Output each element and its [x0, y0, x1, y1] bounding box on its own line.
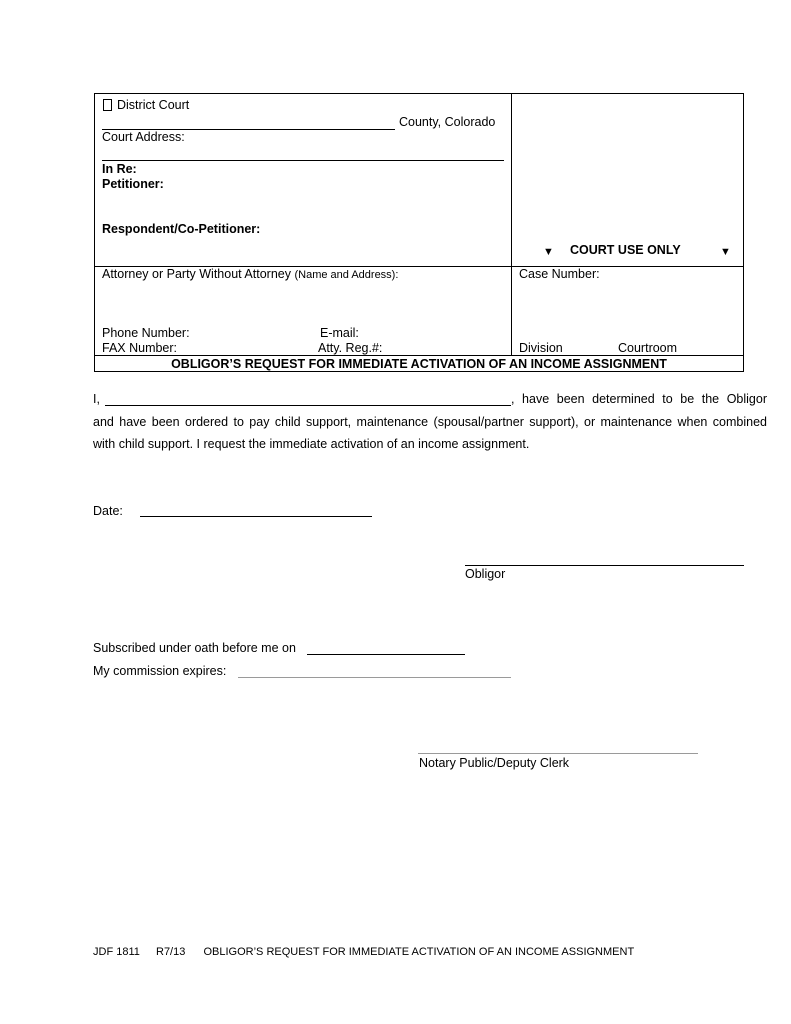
- intro-suffix: , have been determined to be the Obligor: [511, 392, 767, 406]
- commission-expires-field[interactable]: [238, 677, 511, 678]
- subscribed-label: Subscribed under oath before me on: [93, 641, 296, 655]
- in-re-label: In Re:: [102, 162, 137, 176]
- fax-number-label: FAX Number:: [102, 341, 178, 355]
- court-address-field[interactable]: [102, 160, 504, 161]
- commission-label: My commission expires:: [93, 664, 227, 678]
- notary-label: Notary Public/Deputy Clerk: [419, 756, 570, 770]
- case-number-label: Case Number:: [519, 267, 600, 281]
- phone-number-label: Phone Number:: [102, 326, 190, 340]
- body-line-2: and have been ordered to pay child support, maintenance (spousal/partner support), or maintenance when combined: [93, 415, 767, 429]
- notary-signature-line[interactable]: [418, 753, 698, 754]
- footer-form-number: JDF 1811: [93, 946, 140, 958]
- district-court-label: District Court: [117, 98, 190, 112]
- arrow-down-icon-right: ▼: [720, 246, 731, 258]
- date-field[interactable]: [140, 516, 372, 517]
- petitioner-label: Petitioner:: [102, 177, 164, 191]
- attorney-label: [102, 267, 398, 281]
- county-colorado-label: County, Colorado: [399, 115, 496, 129]
- caption-vertical-divider: [511, 93, 512, 356]
- atty-reg-label: Atty. Reg.#:: [318, 341, 383, 355]
- attorney-label-text: Attorney or Party Without Attorney: [102, 267, 291, 281]
- email-label: E-mail:: [320, 326, 359, 340]
- obligor-label: Obligor: [465, 567, 506, 581]
- title-top-divider: [94, 355, 744, 356]
- courtroom-label: Courtroom: [618, 341, 678, 355]
- footer-title: OBLIGOR’S REQUEST FOR IMMEDIATE ACTIVATION OF AN INCOME ASSIGNMENT: [203, 946, 635, 958]
- body-line-3: with child support. I request the immediate activation of an income assignment.: [93, 437, 530, 451]
- court-address-label: Court Address:: [102, 130, 185, 144]
- respondent-label: Respondent/Co-Petitioner:: [102, 222, 261, 236]
- subscribed-date-field[interactable]: [307, 654, 465, 655]
- date-label: Date:: [93, 504, 123, 518]
- obligor-signature-line[interactable]: [465, 565, 744, 566]
- division-label: Division: [519, 341, 563, 355]
- arrow-down-icon-left: ▼: [543, 246, 554, 258]
- attorney-sublabel: (Name and Address):: [294, 269, 399, 281]
- district-court-checkbox[interactable]: [103, 99, 112, 111]
- court-use-only-label: COURT USE ONLY: [570, 243, 681, 257]
- footer-revision: R7/13: [156, 946, 186, 958]
- form-title: OBLIGOR’S REQUEST FOR IMMEDIATE ACTIVATION OF AN INCOME ASSIGNMENT: [171, 357, 667, 371]
- footer: [93, 946, 634, 958]
- intro-prefix: I,: [93, 392, 100, 406]
- obligor-name-field[interactable]: [105, 405, 511, 406]
